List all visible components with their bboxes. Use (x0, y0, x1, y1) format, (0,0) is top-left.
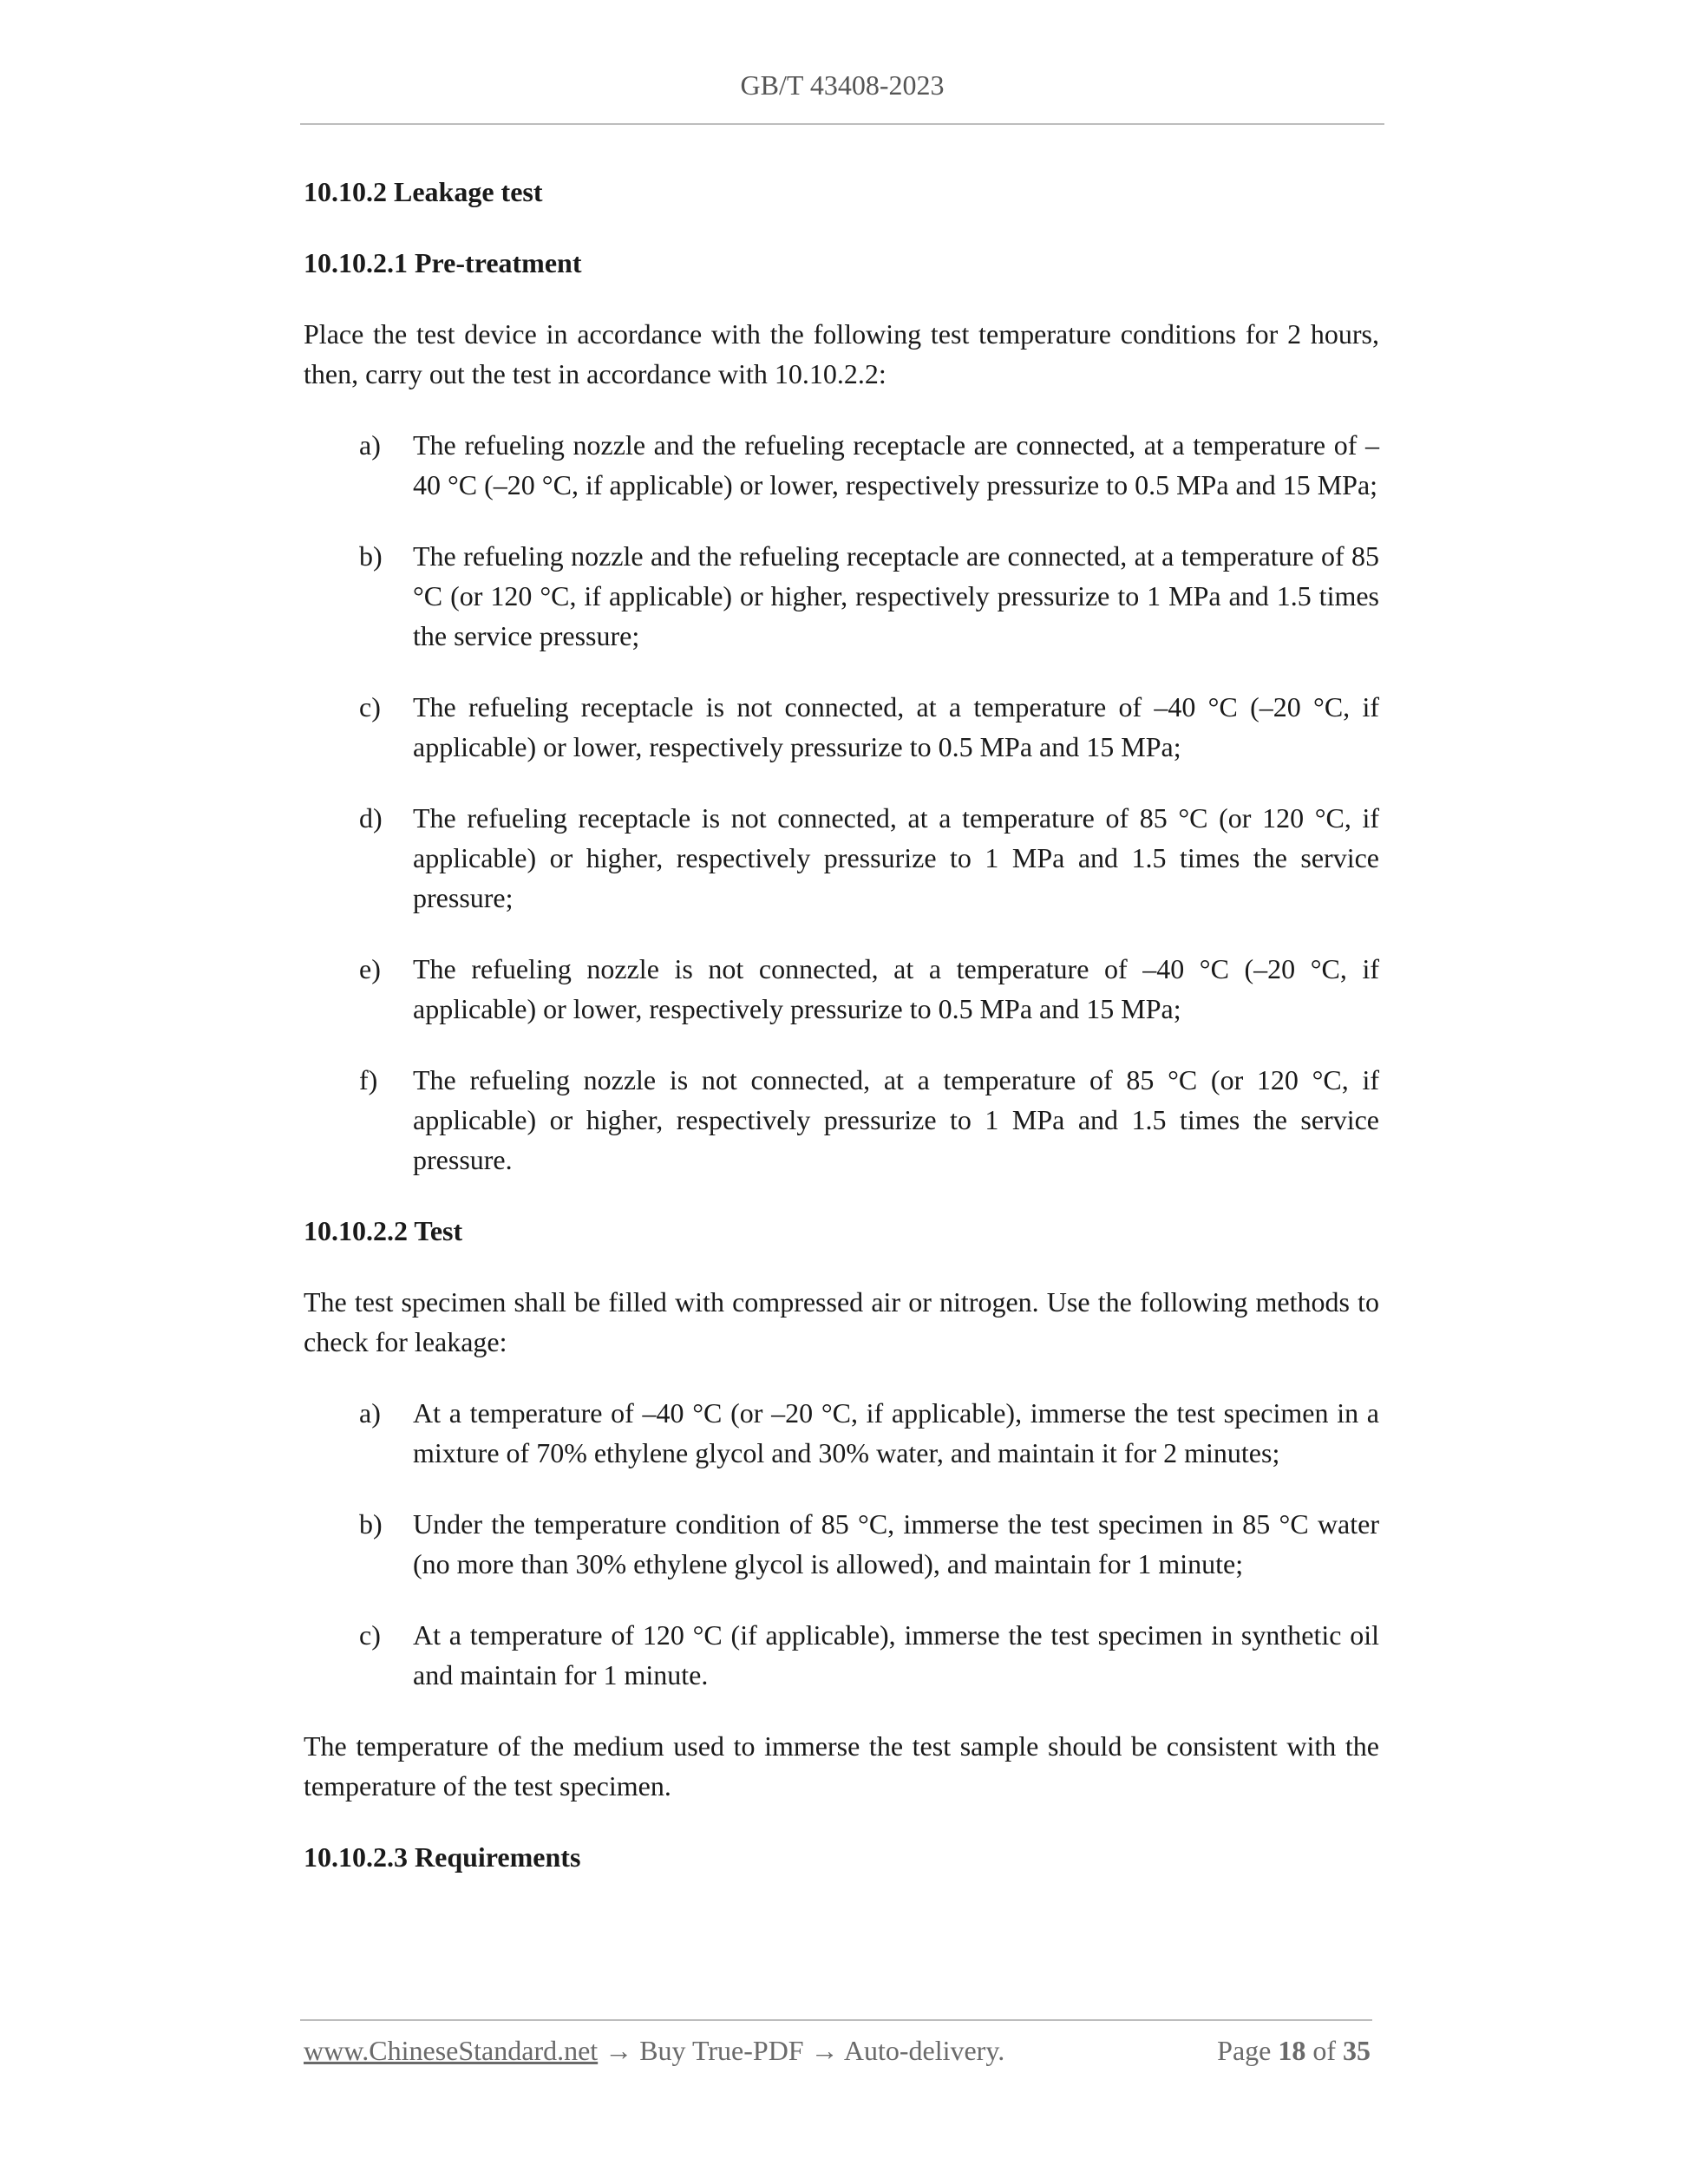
list-item (304, 949, 1379, 1029)
footer-promo (304, 2035, 1004, 2067)
of-label: of (1312, 2035, 1336, 2066)
page-content (304, 172, 1379, 1877)
list-marker: b) (359, 1508, 383, 1540)
list-item-text: At a temperature of –40 °C (or –20 °C, if applicable), immerse the test specimen in a mixture of 70% ethylene glycol and 30% water, and maintain it for 2 minutes; (413, 1397, 1379, 1468)
website-link[interactable]: www.ChineseStandard.net (304, 2035, 599, 2066)
list-item-text: The refueling receptacle is not connected, at a temperature of 85 °C (or 120 °C, if applicable) or higher, respectively pressurize to 1 MPa and 1.5 times the service pressure; (413, 802, 1379, 913)
list-marker: e) (359, 953, 381, 984)
page-header: GB/T 43408-2023 (740, 69, 945, 101)
list-item-text: At a temperature of 120 °C (if applicable), immerse the test specimen in synthetic oil and maintain for 1 minute. (413, 1619, 1379, 1690)
paragraph: The temperature of the medium used to immerse the test sample should be consistent with the temperature of the test specimen. (304, 1730, 1379, 1801)
list-marker: a) (359, 429, 381, 461)
list-marker: c) (359, 1619, 381, 1651)
list-item (304, 1060, 1379, 1180)
list-item (304, 687, 1379, 767)
page-footer (304, 2035, 1371, 2067)
test-method-list (304, 1393, 1379, 1695)
current-page: 18 (1278, 2035, 1306, 2066)
total-pages: 35 (1343, 2035, 1371, 2066)
list-item-text: The refueling nozzle and the refueling receptacle are connected, at a temperature of 85 °C (or 120 °C, if applicable) or higher, respectively pressurize to 1 MPa and 1.5 times the service pressure; (413, 540, 1379, 651)
pretreatment-list (304, 425, 1379, 1180)
subsection-heading: 10.10.2.2 Test (304, 1215, 463, 1246)
list-item-text: The refueling nozzle is not connected, at a temperature of 85 °C (or 120 °C, if applicable) or higher, respectively pressurize to 1 MPa and 1.5 times the service pressure. (413, 1064, 1379, 1175)
list-marker: a) (359, 1397, 381, 1429)
list-item-text: The refueling nozzle is not connected, at a temperature of –40 °C (–20 °C, if applicable) or lower, respectively pressurize to 0.5 MPa and 15 MPa; (413, 953, 1379, 1024)
footer-divider (300, 2019, 1372, 2021)
footer-promo-text: → Buy True-PDF → Auto-delivery. (598, 2035, 1005, 2066)
list-item-text: Under the temperature condition of 85 °C, immerse the test specimen in 85 °C water (no more than 30% ethylene glycol is allowed), and maintain for 1 minute; (413, 1508, 1379, 1579)
paragraph: The test specimen shall be filled with compressed air or nitrogen. Use the following methods to check for leakage: (304, 1286, 1379, 1357)
list-item-text: The refueling receptacle is not connected, at a temperature of –40 °C (–20 °C, if applicable) or lower, respectively pressurize to 0.5 MPa and 15 MPa; (413, 691, 1379, 762)
header-divider (300, 123, 1384, 125)
page-number (1217, 2035, 1371, 2067)
list-marker: c) (359, 691, 381, 723)
list-item (304, 1615, 1379, 1695)
list-marker: f) (359, 1064, 378, 1095)
list-item (304, 425, 1379, 505)
section-heading: 10.10.2 Leakage test (304, 176, 543, 207)
page-label: Page (1217, 2035, 1272, 2066)
list-marker: d) (359, 802, 383, 834)
list-item (304, 536, 1379, 656)
subsection-heading: 10.10.2.3 Requirements (304, 1841, 581, 1873)
list-marker: b) (359, 540, 383, 572)
list-item-text: The refueling nozzle and the refueling receptacle are connected, at a temperature of –40 °C (–20 °C, if applicable) or lower, respectively pressurize to 0.5 MPa and 15 MPa; (413, 429, 1379, 500)
list-item (304, 1393, 1379, 1473)
paragraph: Place the test device in accordance with the following test temperature conditions for 2 hours, then, carry out the test in accordance with 10.10.2.2: (304, 318, 1379, 389)
subsection-heading: 10.10.2.1 Pre-treatment (304, 247, 582, 278)
list-item (304, 1504, 1379, 1584)
list-item (304, 798, 1379, 918)
